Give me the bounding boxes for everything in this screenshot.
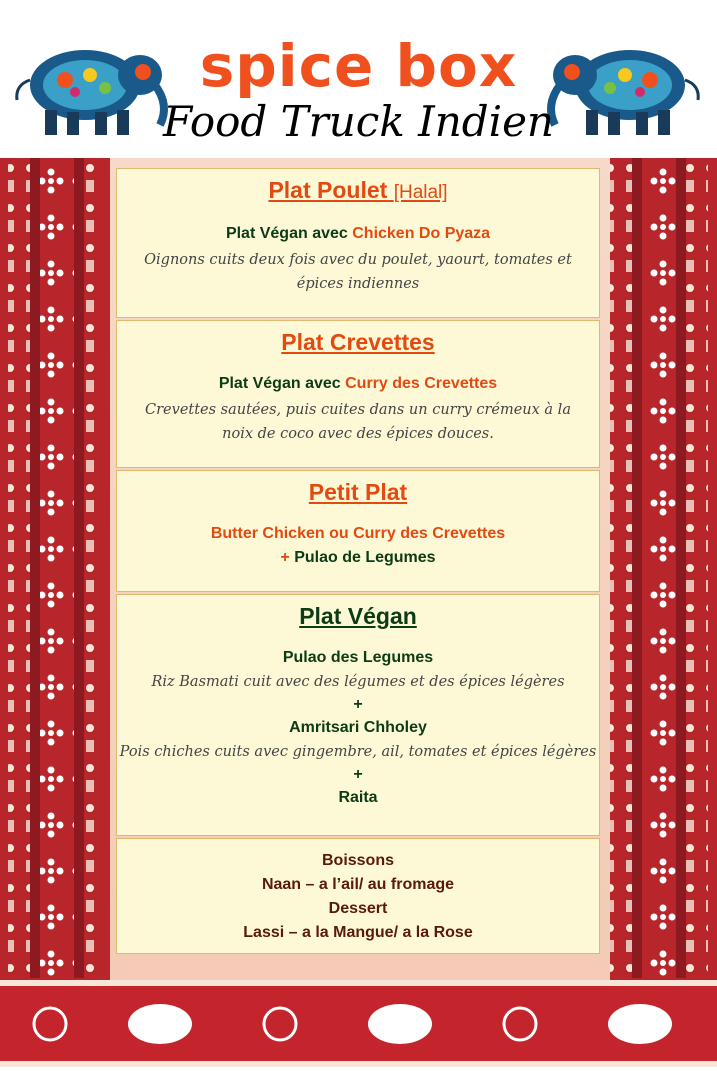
card-title: Petit Plat: [308, 479, 408, 505]
card-plat-poulet: [116, 168, 600, 318]
brand-title: spice box: [199, 32, 518, 100]
extras-dessert: Dessert: [328, 900, 388, 917]
dish-line: Plat Végan avec Chicken Do Pyaza: [225, 225, 491, 242]
petit-line-2: + Pulao de Legumes: [280, 549, 436, 566]
halal-tag: [Halal]: [393, 182, 448, 203]
card-plat-crevettes: [116, 320, 600, 468]
card-title: Plat Poulet [Halal]: [268, 177, 448, 203]
card-petit-plat: [116, 470, 600, 592]
dish-line: Plat Végan avec Curry des Crevettes: [218, 375, 498, 392]
card-title: Plat Crevettes: [281, 329, 435, 355]
petit-line-1: Butter Chicken ou Curry des Crevettes: [210, 525, 506, 542]
vegan-item-2: Amritsari Chholey: [289, 719, 427, 736]
brand-subtitle: Food Truck Indien: [163, 97, 554, 146]
vegan-desc-2: Pois chiches cuits avec gingembre, ail, tomates et épices légères: [119, 744, 597, 760]
extras-lassi: Lassi – a la Mangue/ a la Rose: [243, 924, 473, 941]
vegan-plus-1: +: [353, 696, 363, 713]
vegan-desc-1: Riz Basmati cuit avec des légumes et des épices légères: [151, 674, 565, 690]
header: [0, 0, 717, 158]
extras-naan: Naan – a l’ail/ au fromage: [261, 876, 455, 893]
card-extras: [116, 838, 600, 954]
vegan-plus-2: +: [353, 766, 363, 783]
dish-description: Crevettes sautées, puis cuites dans un curry crémeux à la noix de coco avec des épices douces.: [145, 402, 571, 442]
dish-description: Oignons cuits deux fois avec du poulet, yaourt, tomates et épices indiennes: [144, 252, 572, 292]
bottom-elephant-pattern-icon: [0, 980, 717, 1067]
vegan-item-1: Pulao des Legumes: [282, 649, 434, 666]
extras-boissons: Boissons: [321, 852, 394, 869]
card-plat-vegan: [116, 594, 600, 836]
card-title: Plat Végan: [299, 603, 417, 629]
bottom-band: [0, 980, 717, 1067]
vegan-item-3: Raita: [338, 789, 378, 806]
